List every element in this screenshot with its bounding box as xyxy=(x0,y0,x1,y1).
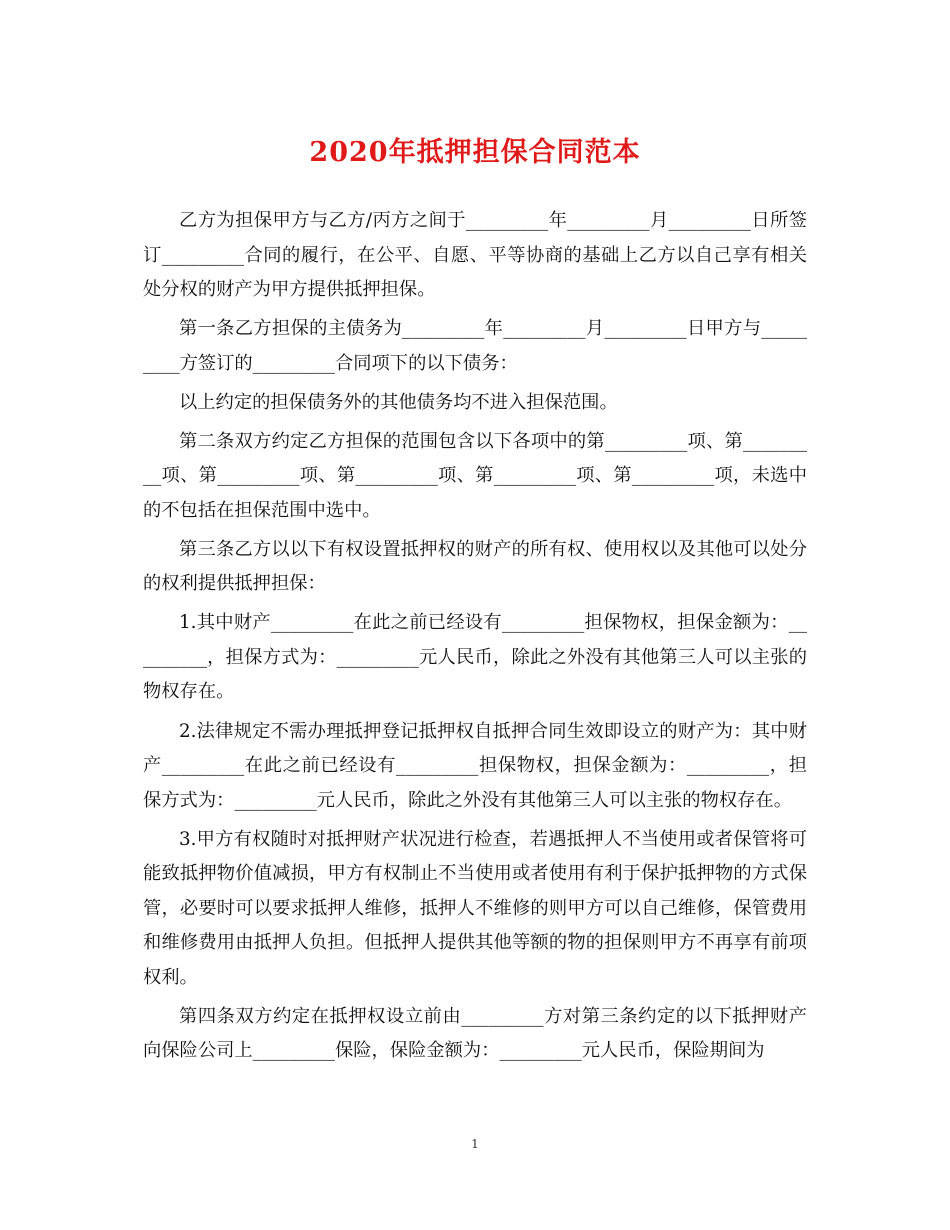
paragraph-article-2: 第二条双方约定乙方担保的范围包含以下各项中的第_________项、第_________项、第_________项、第_________项、第_________项、第_________项，未选中的不包括在担保范围中选中。 xyxy=(143,430,807,521)
paragraph-item-1: 1.其中财产_________在此之前已经设有_________担保物权，担保金额为：_________，担保方式为：_________元人民币，除此之外没有其他第三人可以主张的物权存在。 xyxy=(143,612,807,703)
paragraph-intro: 乙方为担保甲方与乙方/丙方之间于_________年_________月_________日所签订_________合同的履行，在公平、自愿、平等协商的基础上乙方以自己享有相关处分权的财产为甲方提供抵押担保。 xyxy=(143,210,807,300)
page-number: 1 xyxy=(471,1137,479,1151)
paragraph-article-4: 第四条双方约定在抵押权设立前由_________方对第三条约定的以下抵押财产向保险公司上_________保险，保险金额为：_________元人民币，保险期间为 xyxy=(143,1005,807,1062)
paragraph-article-3: 第三条乙方以以下有权设置抵押权的财产的所有权、使用权以及其他可以处分的权利提供抵押担保： xyxy=(143,538,807,595)
document-title: 2020年抵押担保合同范本 xyxy=(309,137,641,168)
document-body xyxy=(143,204,807,1073)
paragraph-item-3: 3.甲方有权随时对抵押财产状况进行检查，若遇抵押人不当使用或者保管将可能致抵押物价值减损，甲方有权制止不当使用或者使用有利于保护抵押物的方式保管，必要时可以要求抵押人维修，抵押人不维修的则甲方可以自己维修，保管费用和维修费用由抵押人负担。但抵押人提供其他等额的物的担保则甲方不再享有前项权利。 xyxy=(143,828,807,988)
paragraph-article-1: 第一条乙方担保的主债务为_________年_________月_________日甲方与_________方签订的_________合同项下的以下债务： xyxy=(143,318,807,374)
paragraph-scope-note: 以上约定的担保债务外的其他债务均不进入担保范围。 xyxy=(179,391,618,413)
paragraph-item-2: 2.法律规定不需办理抵押登记抵押权自抵押合同生效即设立的财产为：其中财产_________在此之前已经设有_________担保物权，担保金额为：_________，担保方式为：_________元人民币，除此之外没有其他第三人可以主张的物权存在。 xyxy=(143,720,807,811)
